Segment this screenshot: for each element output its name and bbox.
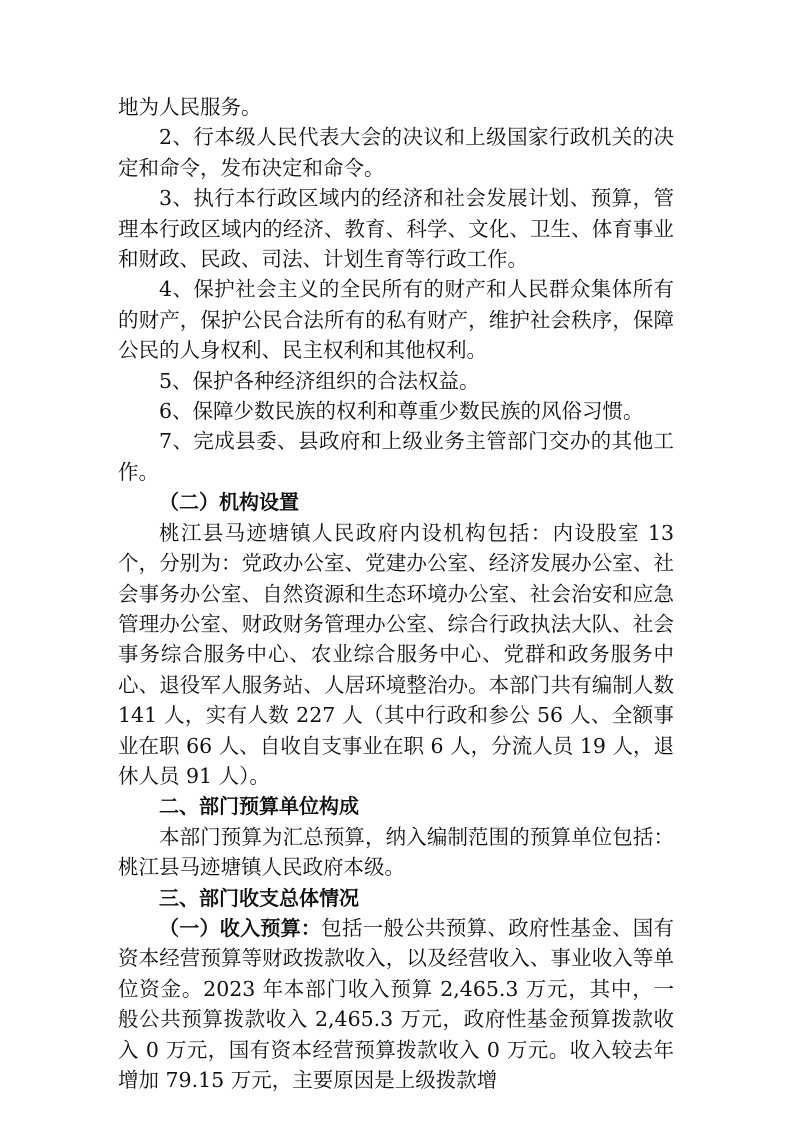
paragraph-item-2: 2、行本级人民代表大会的决议和上级国家行政机关的决定和命令，发布决定和命令。 — [118, 125, 674, 180]
revenue-text: 包括一般公共预算、政府性基金、国有资本经营预算等财政拨款收入，以及经营收入、事业收入等单位资金。2023 年本部门收入预算 2,465.3 万元，其中，一般公共预算拨款收入 2,465.3 万元，政府性基金预算拨款收入 0 万元，国有资本经营预算拨款收入 0 万元。收入较去年增加 79.15 万元，主要原因是上级拨款增 — [118, 915, 675, 1092]
section-heading-budget-units: 二、部门预算单位构成 — [159, 794, 359, 819]
section-heading-institution: （二）机构设置 — [159, 490, 299, 515]
section-heading-revenue-expenditure: 三、部门收支总体情况 — [159, 885, 359, 910]
revenue-lead: （一）收入预算： — [159, 915, 322, 940]
paragraph-budget-units: 本部门预算为汇总预算，纳入编制范围的预算单位包括：桃江县马迹塘镇人民政府本级。 — [118, 824, 674, 880]
paragraph-institution: 桃江县马迹塘镇人民政府内设机构包括：内设股室 13 个，分别为：党政办公室、党建办公室、经济发展办公室、社会事务办公室、自然资源和生态环境办公室、社会治安和应急管理办公室、财政财务管理办公室、综合行政执法大队、社会事务综合服务中心、农业综合服务中心、党群和政务服务中心、退役军人服务站、人居环境整治办。本部门共有编制人数 141 人，实有人数 227 人（其中行政和参公 56 人、全额事业在职 66 人、自收自支事业在职 6 人，分流人员 19 人，退休人员 91 人）。 — [118, 520, 674, 788]
paragraph-item-5: 5、保护各种经济组织的合法权益。 — [159, 368, 480, 393]
document-body — [118, 92, 674, 1095]
paragraph-item-3: 3、执行本行政区域内的经济和社会发展计划、预算，管理本行政区域内的经济、教育、科学、文化、卫生、体育事业和财政、民政、司法、计划生育等行政工作。 — [118, 186, 674, 272]
paragraph-continuation: 地为人民服务。 — [118, 95, 262, 119]
paragraph-item-6: 6、保障少数民族的权利和尊重少数民族的风俗习惯。 — [159, 399, 644, 424]
paragraph-item-4: 4、保护社会主义的全民所有的财产和人民群众集体所有的财产，保护公民合法所有的私有财产，维护社会秩序，保障公民的人身权利、民主权利和其他权利。 — [118, 277, 674, 363]
paragraph-revenue — [118, 913, 674, 1095]
paragraph-item-7: 7、完成县委、县政府和上级业务主管部门交办的其他工作。 — [118, 429, 674, 484]
